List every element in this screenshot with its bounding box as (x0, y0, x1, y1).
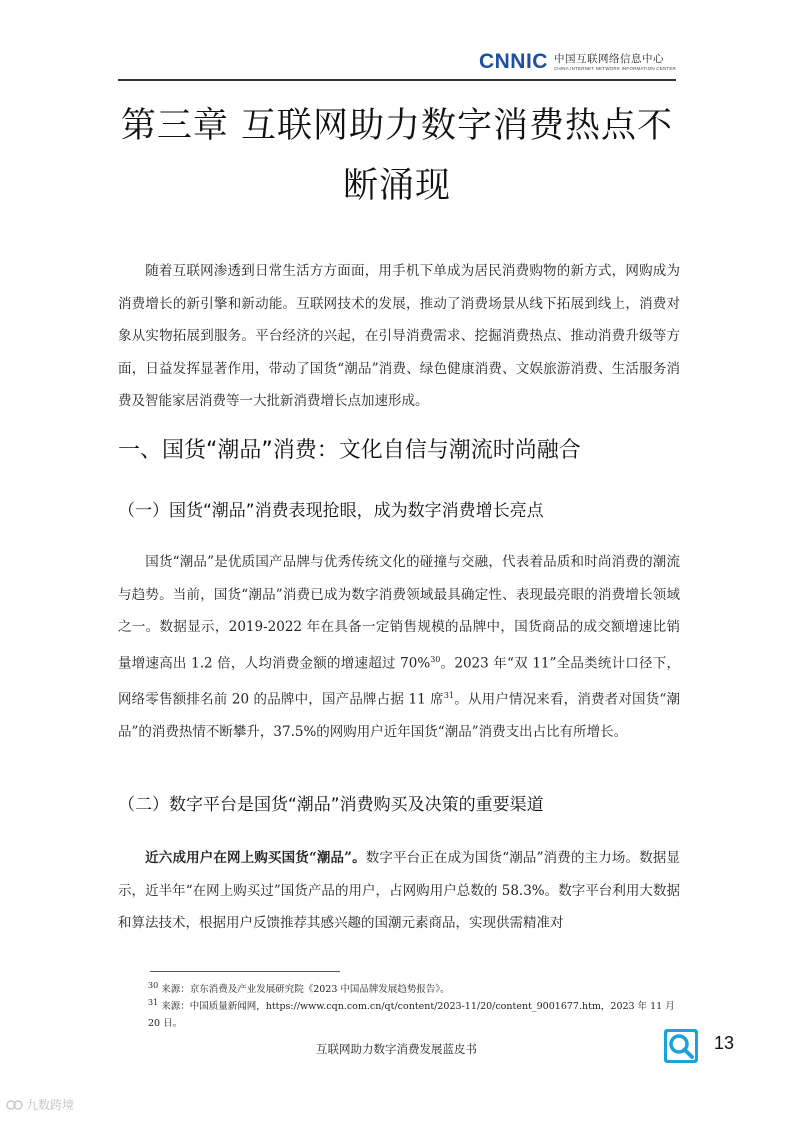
footnote-ref-30[interactable]: 30 (430, 654, 441, 664)
cnnic-logo (479, 50, 676, 74)
footnote-num: 30 (148, 981, 159, 990)
cnnic-logo-en: CHINA INTERNET NETWORK INFORMATION CENTER (553, 65, 676, 71)
chapter-title-line2: 断涌现 (342, 166, 451, 206)
subsection-2-paragraph (118, 842, 680, 940)
subsection-1-paragraph (118, 546, 680, 749)
page-number: 13 (714, 1033, 735, 1053)
footnote-num: 31 (148, 998, 159, 1007)
intro-paragraph (118, 255, 680, 418)
intro-text: 随着互联网渗透到日常生活方方面面，用手机下单成为居民消费购物的新方式，网购成为消费增长的新引擎和新动能。互联网技术的发展，推动了消费场景从线下拓展到线上，消费对象从实物拓展到服务。平台经济的兴起，在引导消费需求、挖掘消费热点、推动消费升级等方面，日益发挥显著作用，带动了国货“潮品”消费、绿色健康消费、文娱旅游消费、生活服务消费及智能家居消费等一大批新消费增长点加速形成。 (118, 263, 680, 410)
cnnic-logo-mark: CNNIC (478, 50, 548, 73)
sub1-text-c: 。从用户情况来看，消费者对国货“潮品”的消费热情不断攀升，37.5%的网购用户近年国货“潮品”消费支出占比有所增长。 (118, 691, 680, 740)
footnote-ref-31[interactable]: 31 (443, 690, 455, 700)
cnnic-logo-text (554, 53, 676, 72)
footnote-31 (148, 994, 678, 1032)
watermark (6, 1096, 74, 1113)
subsection-heading-2: （二）数字平台是国货“潮品”消费购买及决策的重要渠道 (118, 795, 544, 815)
footnote-text: 来源：中国质量新闻网，https://www.cqn.com.cn/qt/content/2023-11/20/content_9001677.htm，2023 年 11 月 20 日。 (148, 1001, 675, 1030)
sub1-text-b: 。2023 年“双 11”全品类统计口径下，网络零售额排名前 20 的品牌中，国产品牌占据 11 席 (118, 655, 681, 708)
footnote-rule (150, 971, 340, 972)
subsection-heading-1: （一）国货“潮品”消费表现抢眼，成为数字消费增长亮点 (118, 501, 544, 521)
cnnic-logo-cn: 中国互联网络信息中心 (553, 52, 664, 65)
footer-title: 互联网助力数字消费发展蓝皮书 (316, 1042, 477, 1056)
chapter-title (118, 96, 676, 216)
sub1-text-a: 国货“潮品”是优质国产品牌与优秀传统文化的碰撞与交融，代表着品质和时尚消费的潮流与趋势。当前，国货“潮品”消费已成为数字消费领域最具确定性、表现最亮眼的消费增长领域之一。数据显示，2019-2022 年在具备一定销售规模的品牌中，国货商品的成交额增速比销量增速高出 1.2 倍，人均消费金额的增速超过 70% (118, 554, 680, 672)
page-header (118, 50, 676, 80)
chapter-title-line1: 第三章 互联网助力数字消费热点不 (120, 106, 674, 146)
footnote-text: 来源：京东消费及产业发展研究院《2023 中国品牌发展趋势报告》。 (158, 984, 450, 996)
sub2-text: 数字平台正在成为国货“潮品”消费的主力场。数据显示，近半年“在网上购买过”国货产品的用户，占网购用户总数的 58.3%。数字平台利用大数据和算法技术，根据用户反馈推荐其感兴趣的国潮元素商品，实现供需精准对 (118, 850, 680, 932)
header-rule (118, 79, 676, 81)
magnifier-logo-icon (664, 1029, 698, 1063)
watermark-text: 九数跨境 (26, 1098, 75, 1112)
watermark-icon (6, 1098, 24, 1112)
sub2-lead-bold: 近六成用户在网上购买国货“潮品”。 (145, 850, 366, 866)
section-heading-1: 一、国货“潮品”消费：文化自信与潮流时尚融合 (118, 438, 581, 463)
